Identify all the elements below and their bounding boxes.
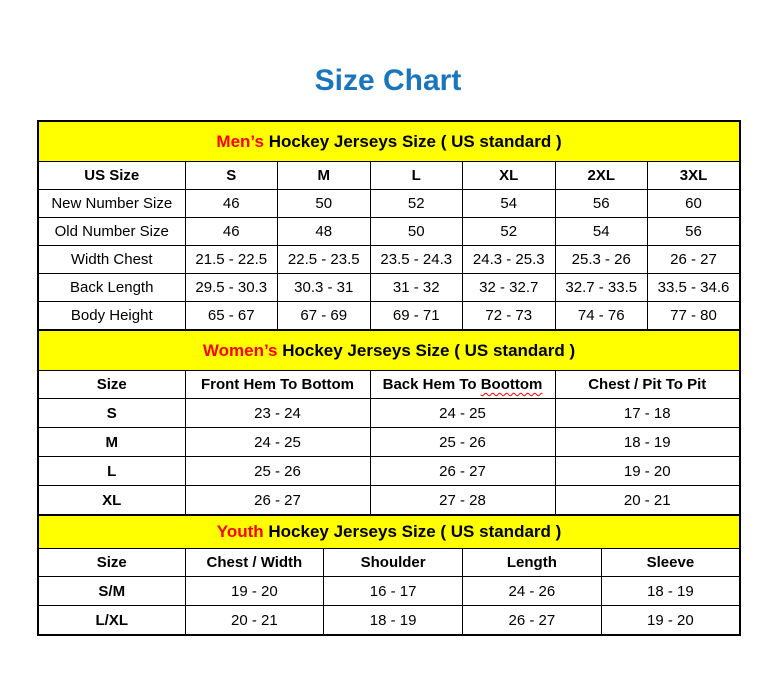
data-cell: 52 (463, 218, 556, 246)
data-cell: 21.5 - 22.5 (185, 246, 278, 274)
banner-accent: Women’s (202, 340, 278, 360)
data-cell: 27 - 28 (370, 486, 555, 516)
data-cell: 26 - 27 (370, 457, 555, 486)
row-label: XL (38, 486, 185, 516)
table-row (38, 457, 740, 486)
banner-text: Hockey Jerseys Size ( US standard ) (263, 131, 562, 151)
data-cell: 19 - 20 (601, 606, 740, 636)
data-cell: 65 - 67 (185, 302, 278, 331)
data-cell: 50 (278, 190, 371, 218)
column-header: Size (38, 549, 185, 577)
data-cell: 20 - 21 (185, 606, 324, 636)
data-cell: 26 - 27 (185, 486, 370, 516)
table-row (38, 486, 740, 516)
data-cell: 50 (370, 218, 463, 246)
data-cell: 46 (185, 218, 278, 246)
column-header: S (185, 162, 278, 190)
row-label: M (38, 428, 185, 457)
size-table-womens (37, 329, 741, 516)
data-cell: 74 - 76 (555, 302, 648, 331)
banner-accent: Youth (216, 522, 264, 541)
column-header: Front Hem To Bottom (185, 371, 370, 399)
column-header: L (370, 162, 463, 190)
data-cell: 18 - 19 (601, 577, 740, 606)
column-header: US Size (38, 162, 185, 190)
size-table-youth (37, 514, 741, 636)
row-label: New Number Size (38, 190, 185, 218)
data-cell: 56 (555, 190, 648, 218)
data-cell: 52 (370, 190, 463, 218)
data-cell: 20 - 21 (555, 486, 740, 516)
data-cell: 54 (555, 218, 648, 246)
row-label: Old Number Size (38, 218, 185, 246)
column-header: Length (463, 549, 602, 577)
banner-youth (38, 515, 740, 549)
data-cell: 29.5 - 30.3 (185, 274, 278, 302)
size-table-mens (37, 120, 741, 331)
table-row (38, 577, 740, 606)
table-row (38, 606, 740, 636)
column-header: M (278, 162, 371, 190)
data-cell: 72 - 73 (463, 302, 556, 331)
data-cell: 25 - 26 (370, 428, 555, 457)
data-cell: 24 - 26 (463, 577, 602, 606)
data-cell: 25 - 26 (185, 457, 370, 486)
data-cell: 32 - 32.7 (463, 274, 556, 302)
column-header: Chest / Pit To Pit (555, 371, 740, 399)
row-label: Back Length (38, 274, 185, 302)
data-cell: 46 (185, 190, 278, 218)
data-cell: 33.5 - 34.6 (648, 274, 741, 302)
column-header: Size (38, 371, 185, 399)
column-header: Back Hem To Boottom (370, 371, 555, 399)
data-cell: 18 - 19 (555, 428, 740, 457)
data-cell: 67 - 69 (278, 302, 371, 331)
data-cell: 22.5 - 23.5 (278, 246, 371, 274)
banner-mens (38, 121, 740, 162)
data-cell: 48 (278, 218, 371, 246)
table-row (38, 218, 740, 246)
row-label: L (38, 457, 185, 486)
data-cell: 24 - 25 (370, 399, 555, 428)
banner-text: Hockey Jerseys Size ( US standard ) (277, 340, 576, 360)
table-row (38, 302, 740, 331)
size-chart-tables (37, 120, 739, 636)
banner-womens (38, 330, 740, 371)
misspelled-word: Boottom (480, 376, 543, 393)
row-label: L/XL (38, 606, 185, 636)
data-cell: 19 - 20 (555, 457, 740, 486)
data-cell: 56 (648, 218, 741, 246)
data-cell: 31 - 32 (370, 274, 463, 302)
data-cell: 54 (463, 190, 556, 218)
table-row (38, 190, 740, 218)
column-header: 2XL (555, 162, 648, 190)
table-row (38, 399, 740, 428)
data-cell: 18 - 19 (324, 606, 463, 636)
table-row (38, 428, 740, 457)
data-cell: 16 - 17 (324, 577, 463, 606)
data-cell: 30.3 - 31 (278, 274, 371, 302)
column-header: XL (463, 162, 556, 190)
banner-text: Hockey Jerseys Size ( US standard ) (263, 522, 562, 541)
page-title: Size Chart (314, 64, 462, 97)
data-cell: 19 - 20 (185, 577, 324, 606)
column-header: Sleeve (601, 549, 740, 577)
column-header: 3XL (648, 162, 741, 190)
data-cell: 25.3 - 26 (555, 246, 648, 274)
data-cell: 69 - 71 (370, 302, 463, 331)
data-cell: 60 (648, 190, 741, 218)
row-label: Width Chest (38, 246, 185, 274)
row-label: S (38, 399, 185, 428)
data-cell: 32.7 - 33.5 (555, 274, 648, 302)
data-cell: 23 - 24 (185, 399, 370, 428)
data-cell: 77 - 80 (648, 302, 741, 331)
data-cell: 17 - 18 (555, 399, 740, 428)
data-cell: 26 - 27 (648, 246, 741, 274)
table-row (38, 246, 740, 274)
data-cell: 24.3 - 25.3 (463, 246, 556, 274)
banner-accent: Men’s (216, 131, 264, 151)
table-row (38, 274, 740, 302)
data-cell: 23.5 - 24.3 (370, 246, 463, 274)
column-header: Shoulder (324, 549, 463, 577)
row-label: Body Height (38, 302, 185, 331)
column-header: Chest / Width (185, 549, 324, 577)
row-label: S/M (38, 577, 185, 606)
data-cell: 26 - 27 (463, 606, 602, 636)
data-cell: 24 - 25 (185, 428, 370, 457)
